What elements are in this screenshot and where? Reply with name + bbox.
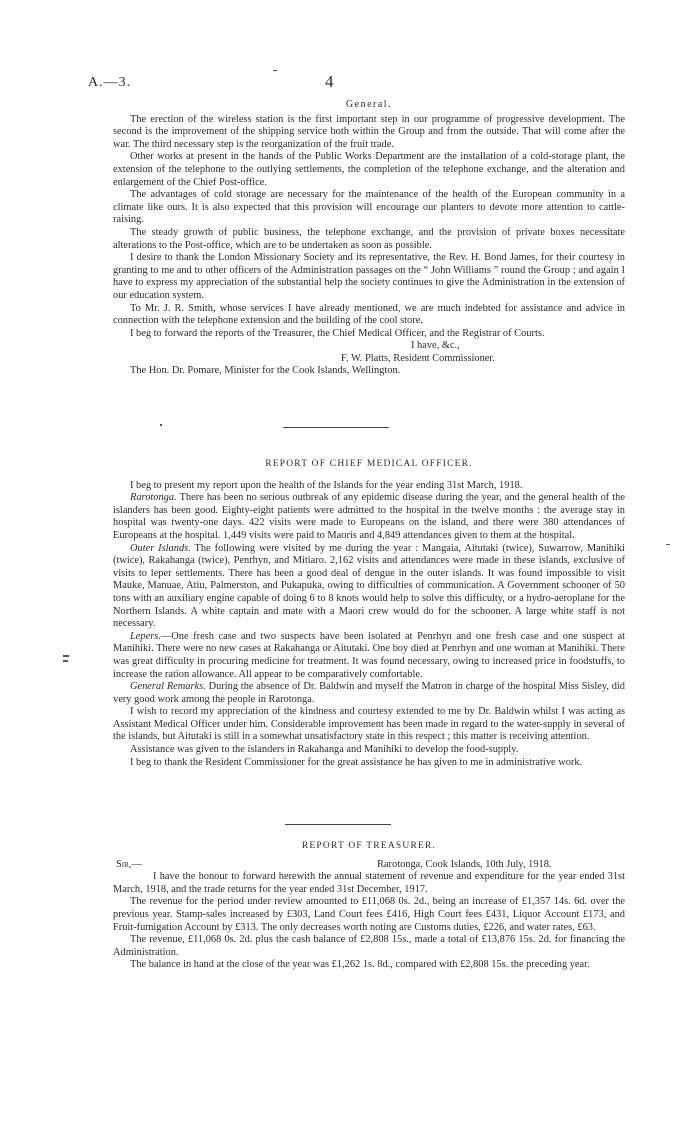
medical-paragraph-1: I beg to present my report upon the health of the Islands for the year ending 31st March, 1918. [130,479,523,491]
treasurer-paragraph-2: The revenue for the period under review amounted to £11,068 0s. 2d., being an increase of £1,357 14s. 6d. over the previous year. Stamp-sales increased by £303, Land Court fees £416, High Court fees £431, Liquor Account £173, and Fruit-fumigation Account by £313. The only decreases worth noting are Customs duties, £226, and water rates, £63. [113,896,625,933]
print-mark [160,424,162,426]
treasurer-section [113,840,625,972]
closing: I have, &c., [411,340,460,352]
medical-paragraph-6: I wish to record my appreciation of the kindness and courtesy extended to me by Dr. Baldwin whilst I was acting as Assistant Medical Officer under him. Considerable improvement has been made in regard to the water-supply in several of the islands, but Aitutaki is still in a somewhat unsatisfactory state in this respect ; this matter is receiving attention. [113,706,625,743]
print-mark [63,655,69,657]
addressee: The Hon. Dr. Pomare, Minister for the Cook Islands, Wellington. [130,365,401,377]
place-date: Rarotonga, Cook Islands, 10th July, 1918. [377,858,552,870]
general-paragraph-6: To Mr. J. R. Smith, whose services I have already mentioned, we are much indebted for assistance and advice in connection with the telephone extension and the building of the cool store. [113,302,625,327]
print-mark [63,660,68,662]
print-mark [273,70,277,71]
salutation-line [113,859,625,872]
page-number: 4 [325,72,334,91]
medical-paragraph-general-remarks [113,681,625,706]
general-paragraph-3: The advantages of cold storage are necessary for the maintenance of the health of the European community in a climate like ours. It is also expected that this provision will encourage our planters to devote more attention to cattle-raising. [113,189,625,226]
print-mark [666,544,670,545]
signature-line [113,353,625,366]
general-paragraph-1: The erection of the wireless station is the first important step in our programme of progressive development. The second is the improvement of the shipping service both within the Group and from the outside. That will come after the war. The third necessary step is the reorganization of the fruit trade. [113,113,625,150]
medical-paragraph-7: Assistance was given to the islanders in Rakahanga and Manihiki to develop the food-supply. [130,744,519,756]
general-paragraph-2: Other works at present in the hands of the Public Works Department are the installation of a cold-storage plant, the extension of the telephone to the outlying settlements, the completion of the telephone exchange, and the alteration and enlargement of the Chief Post-office. [113,151,625,188]
rarotonga-text: There has been no serious outbreak of any epidemic disease during the year, and the general health of the islanders has been good. Eighty-eight patients were admitted to the hospital in the twelve months : the average stay in hospital was twenty-one days. 422 visits were made to Europeans on the island, and there were 380 attendances of Europeans at the hospital. 1,449 visits were paid to Maoris and 4,849 attendances given to them at the hospital. [113,492,625,541]
outer-islands-label: Outer Islands. [130,542,191,554]
general-heading: General. [345,99,393,110]
general-section [113,99,625,378]
closing-line [113,340,625,353]
medical-paragraph-lepers [113,631,625,681]
general-paragraph-5: I desire to thank the London Missionary Society and its representative, the Rev. H. Bond James, for their courtesy in granting to me and to other officers of the Administration passages on the “ John Williams ” round the Group ; and again I have to express my appreciation of the substantial help the society continues to give the Administration in the extension of our education system. [113,252,625,301]
rarotonga-label: Rarotonga. [130,492,177,504]
general-paragraph-4: The steady growth of public business, the telephone exchange, and the provision of private boxes necessitate alterations to the Post-office, which are to be undertaken as soon as possible. [113,226,625,251]
treasurer-paragraph-1: I have the honour to forward herewith the annual statement of revenue and expenditure for the year ended 31st March, 1918, and the trade returns for the year ended 31st December, 1917. [113,871,625,895]
general-remarks-label: General Remarks. [130,681,206,693]
document-reference: A.—3. [88,75,132,90]
section-divider [283,427,389,428]
section-divider [285,824,391,825]
salutation: Sir,— [116,858,142,870]
lepers-text: —One fresh case and two suspects have been isolated at Penrhyn and one fresh case and one suspect at Manihiki. There were no new cases at Rakahanga or Aitutaki. One boy died at Penrhyn and one woman at Manihiki. There was great difficulty in procuring medicine for treatment. It was found necessary, owing to increased price in foodstuffs, to increase the ration allowance. All appear to be comparatively comfortable. [113,630,625,680]
general-paragraph-7: I beg to forward the reports of the Treasurer, the Chief Medical Officer, and the Registrar of Courts. [130,327,545,339]
general-remarks-text: During the absence of Dr. Baldwin and myself the Matron in charge of the hospital Miss Sisley, did very good work among the people in Rarotonga. [113,681,625,705]
medical-section [113,458,625,769]
treasurer-heading: REPORT OF TREASURER. [301,841,437,851]
signature: F. W. Platts, Resident Commissioner. [341,352,495,364]
treasurer-paragraph-4: The balance in hand at the close of the year was £1,262 1s. 8d., compared with £2,808 15s. the preceding year. [130,959,590,971]
lepers-label: Lepers. [130,630,161,642]
medical-heading: REPORT OF CHIEF MEDICAL OFFICER. [265,459,473,469]
medical-paragraph-8: I beg to thank the Resident Commissioner for the great assistance he has given to me in administrative work. [130,756,583,768]
outer-islands-text: The following were visited by me during the year : Mangaia, Aitutaki (twice), Suwarrow, Manihiki (twice), Rakahanga (twice), Penrhyn, and Mitiaro. 2,162 visits and attendances were made in these islands, exclusive of visits to leper settlements. There has been a good deal of dengue in the outer islands. It was found impossible to visit Mauke, Manuae, Atiu, Palmerston, and Pukapuka, owing to difficulties of communication. A Government schooner of 50 tons with an auxiliary engine capable of doing 6 to 8 knots would help to solve this difficulty, or a hydro-aeroplane for the Northern Islands. A white captain and mate with a Maori crew would do for the schooner. A large white staff is not necessary. [113,542,625,630]
medical-paragraph-outer-islands [113,543,625,631]
medical-paragraph-rarotonga [113,492,625,542]
treasurer-paragraph-3: The revenue, £11,068 0s. 2d. plus the cash balance of £2,808 15s., made a total of £13,876 15s. 2d. for financing the Administration. [113,934,625,958]
